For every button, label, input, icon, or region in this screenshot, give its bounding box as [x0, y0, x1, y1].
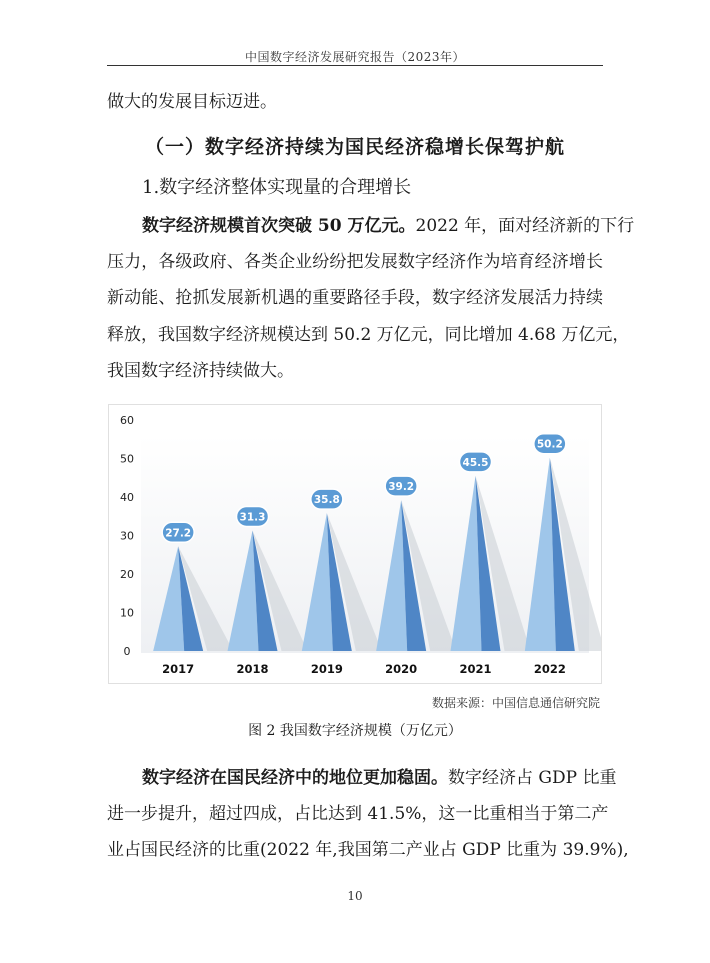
paragraph-2-lead: 数字经济在国民经济中的地位更加稳固。 [142, 768, 448, 788]
paragraph-2-line-1-rest: 数字经济占 GDP 比重 [448, 768, 617, 788]
section-heading: （一）数字经济持续为国民经济稳增长保驾护航 [144, 136, 565, 158]
y-tick-label: 10 [120, 606, 134, 620]
paragraph-2-line-1 [142, 760, 617, 796]
cone-bar-chart [109, 405, 601, 683]
continuation-text: 做大的发展目标迈进。 [107, 92, 277, 112]
paragraph-1-line-1-rest: 2022 年，面对经济新的下行 [415, 216, 635, 236]
y-tick-label: 50 [120, 452, 134, 466]
data-label: 27.2 [165, 527, 192, 540]
y-tick-label: 40 [120, 491, 134, 504]
paragraph-1-lead: 数字经济规模首次突破 50 万亿元。 [142, 216, 416, 236]
paragraph-1-line-5: 我国数字经济持续做大。 [107, 361, 294, 381]
sub-heading: 1.数字经济整体实现量的合理增长 [142, 177, 412, 198]
x-tick-label: 2019 [310, 662, 343, 676]
paragraph-1-line-3: 新动能、抢抓发展新机遇的重要路径手段，数字经济发展活力持续 [107, 288, 603, 308]
chart-figure [108, 404, 602, 684]
paragraph-1-line-2: 压力，各级政府、各类企业纷纷把发展数字经济作为培育经济增长 [107, 252, 603, 272]
y-tick-label: 0 [123, 645, 131, 658]
figure-source: 数据来源：中国信息通信研究院 [431, 696, 600, 710]
paragraph-2-line-2: 进一步提升，超过四成，占比达到 41.5%，这一比重相当于第二产 [107, 804, 609, 824]
y-tick-label: 60 [120, 414, 134, 427]
figure-caption: 图 2 我国数字经济规模（万亿元） [248, 723, 462, 739]
y-tick-label: 30 [120, 529, 134, 543]
data-label: 45.5 [462, 456, 489, 469]
paragraph-1-line-1 [142, 208, 635, 244]
data-label: 39.2 [388, 481, 415, 494]
y-tick-label: 20 [120, 568, 134, 581]
data-label: 35.8 [313, 494, 340, 507]
x-tick-label: 2020 [385, 662, 418, 676]
x-tick-label: 2022 [533, 662, 566, 676]
header-rule [107, 65, 603, 66]
paragraph-2-line-3: 业占国民经济的比重(2022 年,我国第二产业占 GDP 比重为 39.9%), [107, 840, 629, 860]
x-tick-label: 2018 [236, 662, 269, 676]
data-label: 50.2 [536, 438, 563, 451]
data-label: 31.3 [239, 511, 266, 524]
paragraph-1-line-4: 释放，我国数字经济规模达到 50.2 万亿元，同比增加 4.68 万亿元， [107, 325, 630, 345]
x-tick-label: 2017 [162, 662, 195, 676]
x-tick-label: 2021 [459, 662, 492, 676]
running-header: 中国数字经济发展研究报告（2023年） [244, 50, 466, 64]
page-number: 10 [347, 889, 363, 903]
